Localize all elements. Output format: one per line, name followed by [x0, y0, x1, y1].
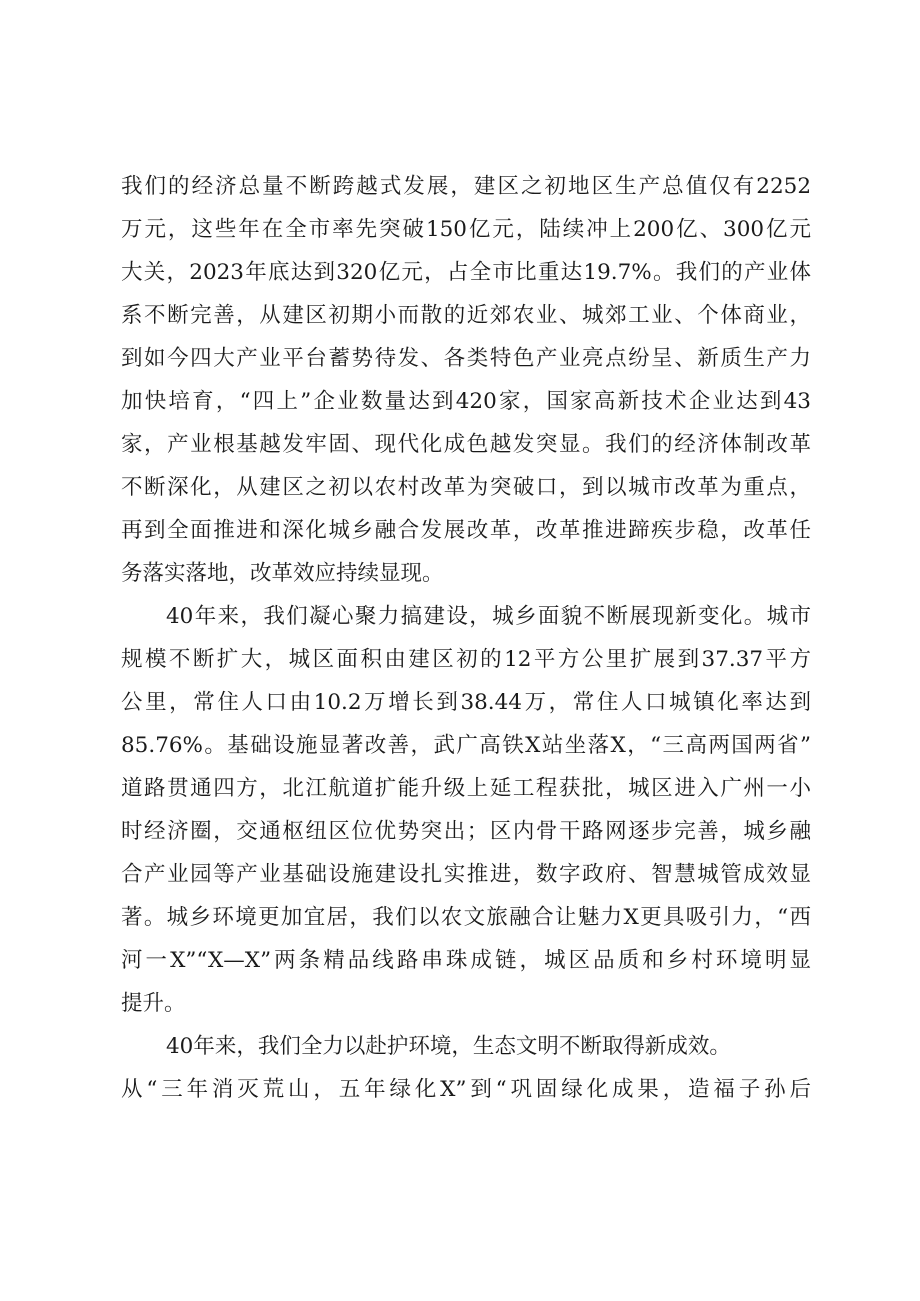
paragraph-1-line-10: 务落实落地，改革效应持续显现。: [121, 561, 444, 586]
paragraph-2-line-8: 著。城乡环境更加宜居，我们以农文旅融合让魅力X更具吸引力，“西: [121, 905, 811, 930]
paragraph-2-line-10: 提升。: [121, 991, 186, 1016]
paragraph-2-line-4: 85.76%。基础设施显著改善，武广高铁X站坐落X，“三高两国两省”: [121, 733, 811, 758]
paragraph-1-line-8: 不断深化，从建区之初以农村改革为突破口，到以城市改革为重点，: [121, 475, 811, 500]
paragraph-3-line-2: 从“三年消灭荒山，五年绿化X”到“巩固绿化成果，造福子孙后: [121, 1077, 811, 1102]
paragraph-1-line-7: 家，产业根基越发牢固、现代化成色越发突显。我们的经济体制改革: [121, 432, 811, 457]
paragraph-2-line-9: 河一X”“X—X”两条精品线路串珠成链，城区品质和乡村环境明显: [121, 948, 811, 973]
paragraph-2-line-1: 40年来，我们凝心聚力搞建设，城乡面貌不断展现新变化。城市: [166, 604, 811, 629]
paragraph-2-line-7: 合产业园等产业基础设施建设扎实推进，数字政府、智慧城管成效显: [121, 862, 811, 887]
paragraph-1-line-2: 万元，这些年在全市率先突破150亿元，陆续冲上200亿、300亿元: [121, 217, 811, 242]
paragraph-2-line-2: 规模不断扩大，城区面积由建区初的12平方公里扩展到37.37平方: [121, 647, 811, 672]
paragraph-3-line-1: 40年来，我们全力以赴护环境，生态文明不断取得新成效。: [166, 1034, 731, 1059]
paragraph-2-line-3: 公里，常住人口由10.2万增长到38.44万，常住人口城镇化率达到: [121, 690, 811, 715]
paragraph-1-line-4: 系不断完善，从建区初期小而散的近郊农业、城郊工业、个体商业，: [121, 303, 811, 328]
paragraph-1-line-9: 再到全面推进和深化城乡融合发展改革，改革推进蹄疾步稳，改革任: [121, 518, 811, 543]
paragraph-1-line-3: 大关，2023年底达到320亿元，占全市比重达19.7%。我们的产业体: [121, 260, 811, 285]
paragraph-2-line-5: 道路贯通四方，北江航道扩能升级上延工程获批，城区进入广州一小: [121, 776, 811, 801]
paragraph-1-line-1: 我们的经济总量不断跨越式发展，建区之初地区生产总值仅有2252: [121, 174, 811, 199]
paragraph-1-line-6: 加快培育，“四上”企业数量达到420家，国家高新技术企业达到43: [121, 389, 811, 414]
paragraph-2-line-6: 时经济圈，交通枢纽区位优势突出；区内骨干路网逐步完善，城乡融: [121, 819, 811, 844]
paragraph-1-line-5: 到如今四大产业平台蓄势待发、各类特色产业亮点纷呈、新质生产力: [121, 346, 811, 371]
